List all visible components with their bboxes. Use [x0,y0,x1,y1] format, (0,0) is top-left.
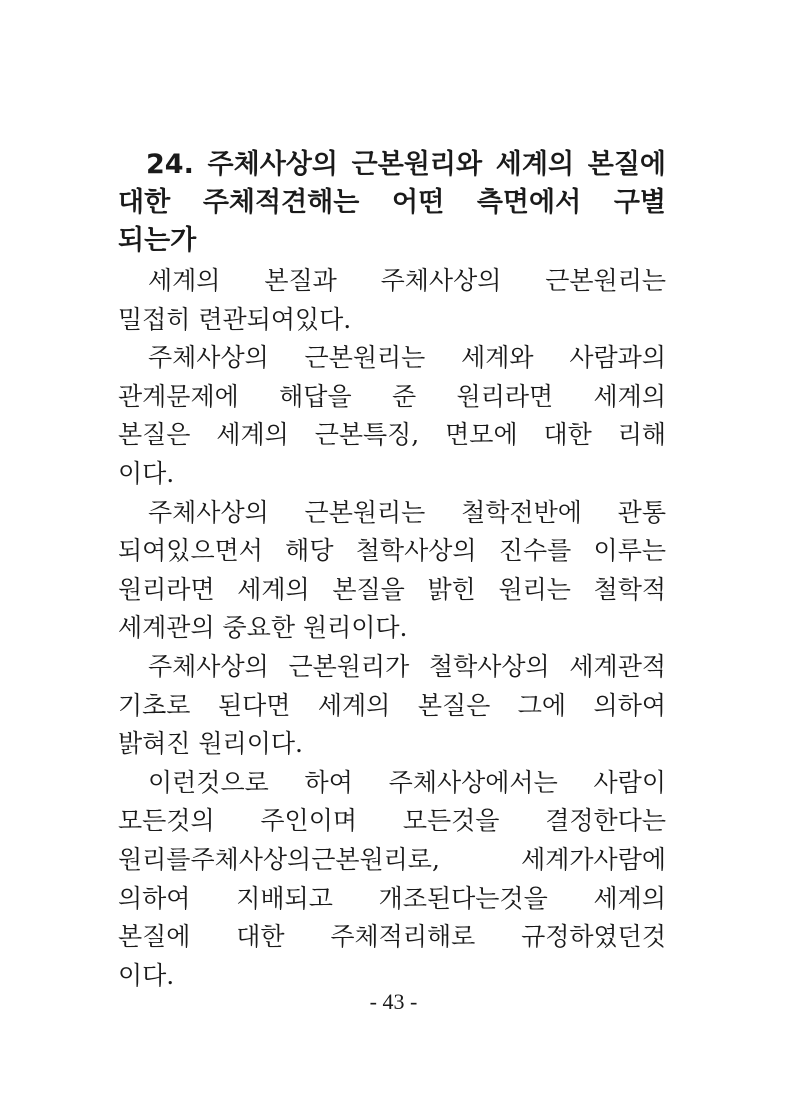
body-text [118,262,666,995]
paragraph-2-line-1: 주체사상의 근본원리는 세계와 사람과의 [148,343,666,373]
section-heading [118,146,666,260]
paragraph-5-line-1: 이런것으로 하여 주체사상에서는 사람이 [148,767,666,797]
paragraph-5-line-2: 모든것의 주인이며 모든것을 결정한다는 [118,806,666,836]
page-number: - 43 - [369,989,418,1014]
paragraph-3-line-2: 되여있으면서 해당 철학사상의 진수를 이루는 [118,536,666,566]
paragraph-2-line-2: 관계문제에 해답을 준 원리라면 세계의 [118,381,666,411]
heading-line-3: 되는가 [118,225,197,256]
paragraph-5-line-5: 본질에 대한 주체적리해로 규정하였던것 [118,922,666,952]
paragraph-4-line-3: 밝혀진 원리이다. [118,729,303,759]
paragraph-1-line-1: 세계의 본질과 주체사상의 근본원리는 [148,266,666,295]
paragraph-5-line-6: 이다. [118,960,175,990]
heading-line-1: 24. 주체사상의 근본원리와 세계의 본질에 [146,149,666,180]
paragraph-4-line-2: 기초로 된다면 세계의 본질은 그에 의하여 [118,690,666,720]
paragraph-5-line-4: 의하여 지배되고 개조된다는것을 세계의 [118,883,666,913]
paragraph-4-line-1: 주체사상의 근본원리가 철학사상의 세계관적 [148,651,666,681]
paragraph-1-line-2: 밀접히 련관되여있다. [118,304,352,334]
paragraph-3-line-4: 세계관의 중요한 원리이다. [118,613,408,643]
heading-line-2: 대한 주체적견해는 어떤 측면에서 구별 [118,187,666,218]
paragraph-3-line-1: 주체사상의 근본원리는 철학전반에 관통 [148,497,666,527]
paragraph-3-line-3: 원리라면 세계의 본질을 밝힌 원리는 철학적 [118,574,666,604]
paragraph-5-line-3: 원리를주체사상의근본원리로, 세계가사람에 [118,844,666,874]
paragraph-2-line-4: 이다. [118,458,175,488]
paragraph-2-line-3: 본질은 세계의 근본특징, 면모에 대한 리해 [118,420,666,450]
